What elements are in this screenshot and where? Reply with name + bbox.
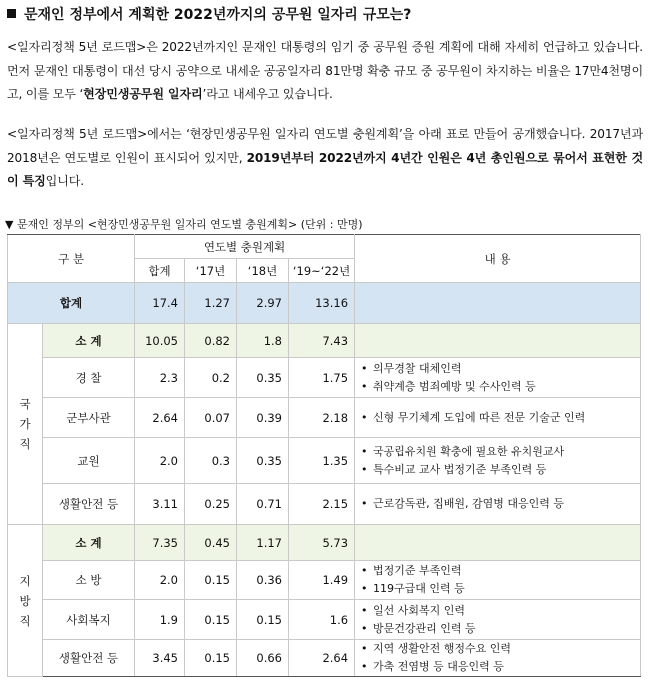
content-text: 일선 사회복지 인력 xyxy=(373,603,466,617)
header-yearly: 연도별 충원계획 xyxy=(135,235,355,259)
row-content xyxy=(355,600,641,640)
row-content xyxy=(355,561,641,600)
row-value-y1922: 1.35 xyxy=(289,438,355,484)
national-section xyxy=(8,324,641,525)
header-2017: ‘17년 xyxy=(185,259,237,283)
row-value-y17: 0.3 xyxy=(185,438,237,484)
content-item xyxy=(361,580,640,598)
row-value-y17: 0.25 xyxy=(185,484,237,525)
row-content xyxy=(355,398,641,438)
national-subtotal-total: 10.05 xyxy=(135,324,185,358)
bullet-icon: • xyxy=(361,444,368,458)
row-value-y18: 0.36 xyxy=(237,561,289,600)
content-text: 가축 전염병 등 대응인력 등 xyxy=(373,660,504,673)
national-subtotal-label: 소 계 xyxy=(43,324,135,358)
row-value-total: 2.0 xyxy=(135,561,185,600)
bullet-icon: • xyxy=(361,660,368,673)
content-item xyxy=(361,495,640,513)
row-value-y1922: 1.6 xyxy=(289,600,355,640)
content-item xyxy=(361,461,640,479)
national-subtotal-y1922: 7.43 xyxy=(289,324,355,358)
content-text: 방문건강관리 인력 등 xyxy=(373,621,476,635)
content-text: 지역 생활안전 행정수요 인력 xyxy=(373,642,512,655)
bullet-icon: • xyxy=(361,462,368,476)
local-group-char: 직 xyxy=(19,613,31,628)
row-value-y18: 0.66 xyxy=(237,640,289,677)
table-caption: ▼ 문재인 정부의 <현장민생공무원 일자리 연도별 충원계획> (단위 : 만명) xyxy=(5,218,363,231)
content-item xyxy=(361,443,640,461)
local-group-char: 지 xyxy=(19,573,31,588)
local-section xyxy=(8,525,641,677)
row-label: 사회복지 xyxy=(43,600,135,640)
row-label: 군부사관 xyxy=(43,398,135,438)
row-value-y18: 0.35 xyxy=(237,358,289,398)
table-row xyxy=(8,640,641,677)
row-content xyxy=(355,640,641,677)
national-group-char: 국 xyxy=(19,397,31,411)
total-2017: 1.27 xyxy=(185,283,237,324)
national-group-char: 가 xyxy=(19,417,31,431)
content-item xyxy=(361,562,640,580)
square-bullet-icon xyxy=(7,9,16,18)
content-text: 의무경찰 대체인력 xyxy=(373,361,462,375)
bullet-icon: • xyxy=(361,582,368,595)
heading-text: 문재인 정부에서 계획한 2022년까지의 공무원 일자리 규모는? xyxy=(24,7,412,23)
bullet-icon: • xyxy=(361,621,368,635)
bullet-icon: • xyxy=(361,410,368,424)
paragraph-1 xyxy=(7,36,643,107)
content-item xyxy=(361,640,640,658)
content-item xyxy=(361,658,640,676)
table-row xyxy=(8,600,641,640)
national-subtotal-y17: 0.82 xyxy=(185,324,237,358)
row-value-y17: 0.07 xyxy=(185,398,237,438)
content-text: 신형 무기체계 도입에 따른 전문 기술군 인력 xyxy=(373,410,586,424)
row-value-y17: 0.15 xyxy=(185,600,237,640)
total-row xyxy=(8,283,641,324)
row-value-total: 3.11 xyxy=(135,484,185,525)
table-row xyxy=(8,561,641,600)
bullet-icon: • xyxy=(361,564,368,577)
row-value-total: 3.45 xyxy=(135,640,185,677)
paragraph-2-end: 입니다. xyxy=(45,174,84,188)
national-subtotal-y18: 1.8 xyxy=(237,324,289,358)
row-label: 소 방 xyxy=(43,561,135,600)
row-value-y18: 0.35 xyxy=(237,438,289,484)
row-value-y1922: 1.49 xyxy=(289,561,355,600)
table-row xyxy=(8,358,641,398)
total-label: 합계 xyxy=(8,283,135,324)
header-content: 내 용 xyxy=(355,235,641,283)
local-subtotal-label: 소 계 xyxy=(43,525,135,561)
bullet-icon: • xyxy=(361,603,368,617)
header-category: 구 분 xyxy=(8,235,135,283)
row-content xyxy=(355,438,641,484)
paragraph-1-text: <일자리정책 5년 로드맵>은 2022년까지인 문재인 대통령의 임기 중 공무원 증원 계획에 대해 자세히 언급하고 있습니다. 먼저 문재인 대통령이 대선 당시 공약으로 내세운 공공일자리 81만명 확충 규모 중 공무원이 차지하는 비율은 17만4천명이고, 이를 모두 ‘ xyxy=(7,40,643,101)
header-2019-2022: ‘19~‘22년 xyxy=(289,259,355,283)
row-value-y17: 0.15 xyxy=(185,561,237,600)
header-row-1 xyxy=(8,235,641,259)
local-subtotal-total: 7.35 xyxy=(135,525,185,561)
bullet-icon: • xyxy=(361,379,368,393)
content-item xyxy=(361,620,640,638)
row-value-y1922: 2.64 xyxy=(289,640,355,677)
local-subtotal-y1922: 5.73 xyxy=(289,525,355,561)
local-subtotal-y17: 0.45 xyxy=(185,525,237,561)
national-group-label xyxy=(8,324,43,525)
content-item xyxy=(361,409,640,427)
total-content xyxy=(355,283,641,324)
content-text: 국공립유치원 확충에 필요한 유치원교사 xyxy=(373,444,565,458)
paragraph-2 xyxy=(7,123,643,194)
row-value-y1922: 1.75 xyxy=(289,358,355,398)
row-value-y17: 0.15 xyxy=(185,640,237,677)
content-text: 법정기준 부족인력 xyxy=(373,564,462,577)
local-subtotal-content xyxy=(355,525,641,561)
row-content xyxy=(355,484,641,525)
bullet-icon: • xyxy=(361,361,368,375)
total-2018: 2.97 xyxy=(237,283,289,324)
total-2019-2022: 13.16 xyxy=(289,283,355,324)
row-label: 교원 xyxy=(43,438,135,484)
national-subtotal-content xyxy=(355,324,641,358)
row-value-total: 1.9 xyxy=(135,600,185,640)
paragraph-1-end: ’라고 내세우고 있습니다. xyxy=(202,87,333,101)
row-value-y17: 0.2 xyxy=(185,358,237,398)
recruitment-plan-table xyxy=(7,234,641,677)
row-label: 생활안전 등 xyxy=(43,484,135,525)
row-value-y1922: 2.18 xyxy=(289,398,355,438)
paragraph-1-bold: 현장민생공무원 일자리 xyxy=(83,87,203,101)
local-subtotal-row xyxy=(8,525,641,561)
content-text: 특수비교 교사 법정기준 부족인력 등 xyxy=(373,462,547,476)
local-group-label xyxy=(8,525,43,677)
row-value-total: 2.64 xyxy=(135,398,185,438)
total-sum: 17.4 xyxy=(135,283,185,324)
local-subtotal-y18: 1.17 xyxy=(237,525,289,561)
table-row xyxy=(8,398,641,438)
header-2018: ‘18년 xyxy=(237,259,289,283)
paragraph-2-bold: 2019년부터 2022년까지 4년간 인원은 4년 총인원으로 묶어서 표현한 것이 특징 xyxy=(7,150,643,188)
row-value-y18: 0.71 xyxy=(237,484,289,525)
page-heading xyxy=(7,4,411,24)
paragraph-2-text: <일자리정책 5년 로드맵>에서는 ‘현장민생공무원 일자리 연도별 충원계획’을 아래 표로 만들어 공개했습니다. 2017년과 2018년은 연도별로 인원이 표시되어 있지만, xyxy=(7,127,643,165)
content-item xyxy=(361,602,640,620)
content-text: 취약계층 범죄예방 및 수사인력 등 xyxy=(373,379,536,393)
national-subtotal-row xyxy=(8,324,641,358)
row-value-total: 2.0 xyxy=(135,438,185,484)
row-value-y18: 0.39 xyxy=(237,398,289,438)
table-row xyxy=(8,438,641,484)
local-group-char: 방 xyxy=(19,593,31,608)
content-text: 근로감독관, 집배원, 감염병 대응인력 등 xyxy=(373,497,565,510)
national-group-char: 직 xyxy=(19,437,31,451)
content-item xyxy=(361,360,640,378)
header-total: 합계 xyxy=(135,259,185,283)
content-item xyxy=(361,378,640,396)
bullet-icon: • xyxy=(361,497,368,510)
row-value-total: 2.3 xyxy=(135,358,185,398)
row-content xyxy=(355,358,641,398)
bullet-icon: • xyxy=(361,642,368,655)
content-text: 119구급대 인력 등 xyxy=(373,582,465,595)
row-value-y18: 0.15 xyxy=(237,600,289,640)
table-row xyxy=(8,484,641,525)
row-value-y1922: 2.15 xyxy=(289,484,355,525)
row-label: 생활안전 등 xyxy=(43,640,135,677)
row-label: 경 찰 xyxy=(43,358,135,398)
